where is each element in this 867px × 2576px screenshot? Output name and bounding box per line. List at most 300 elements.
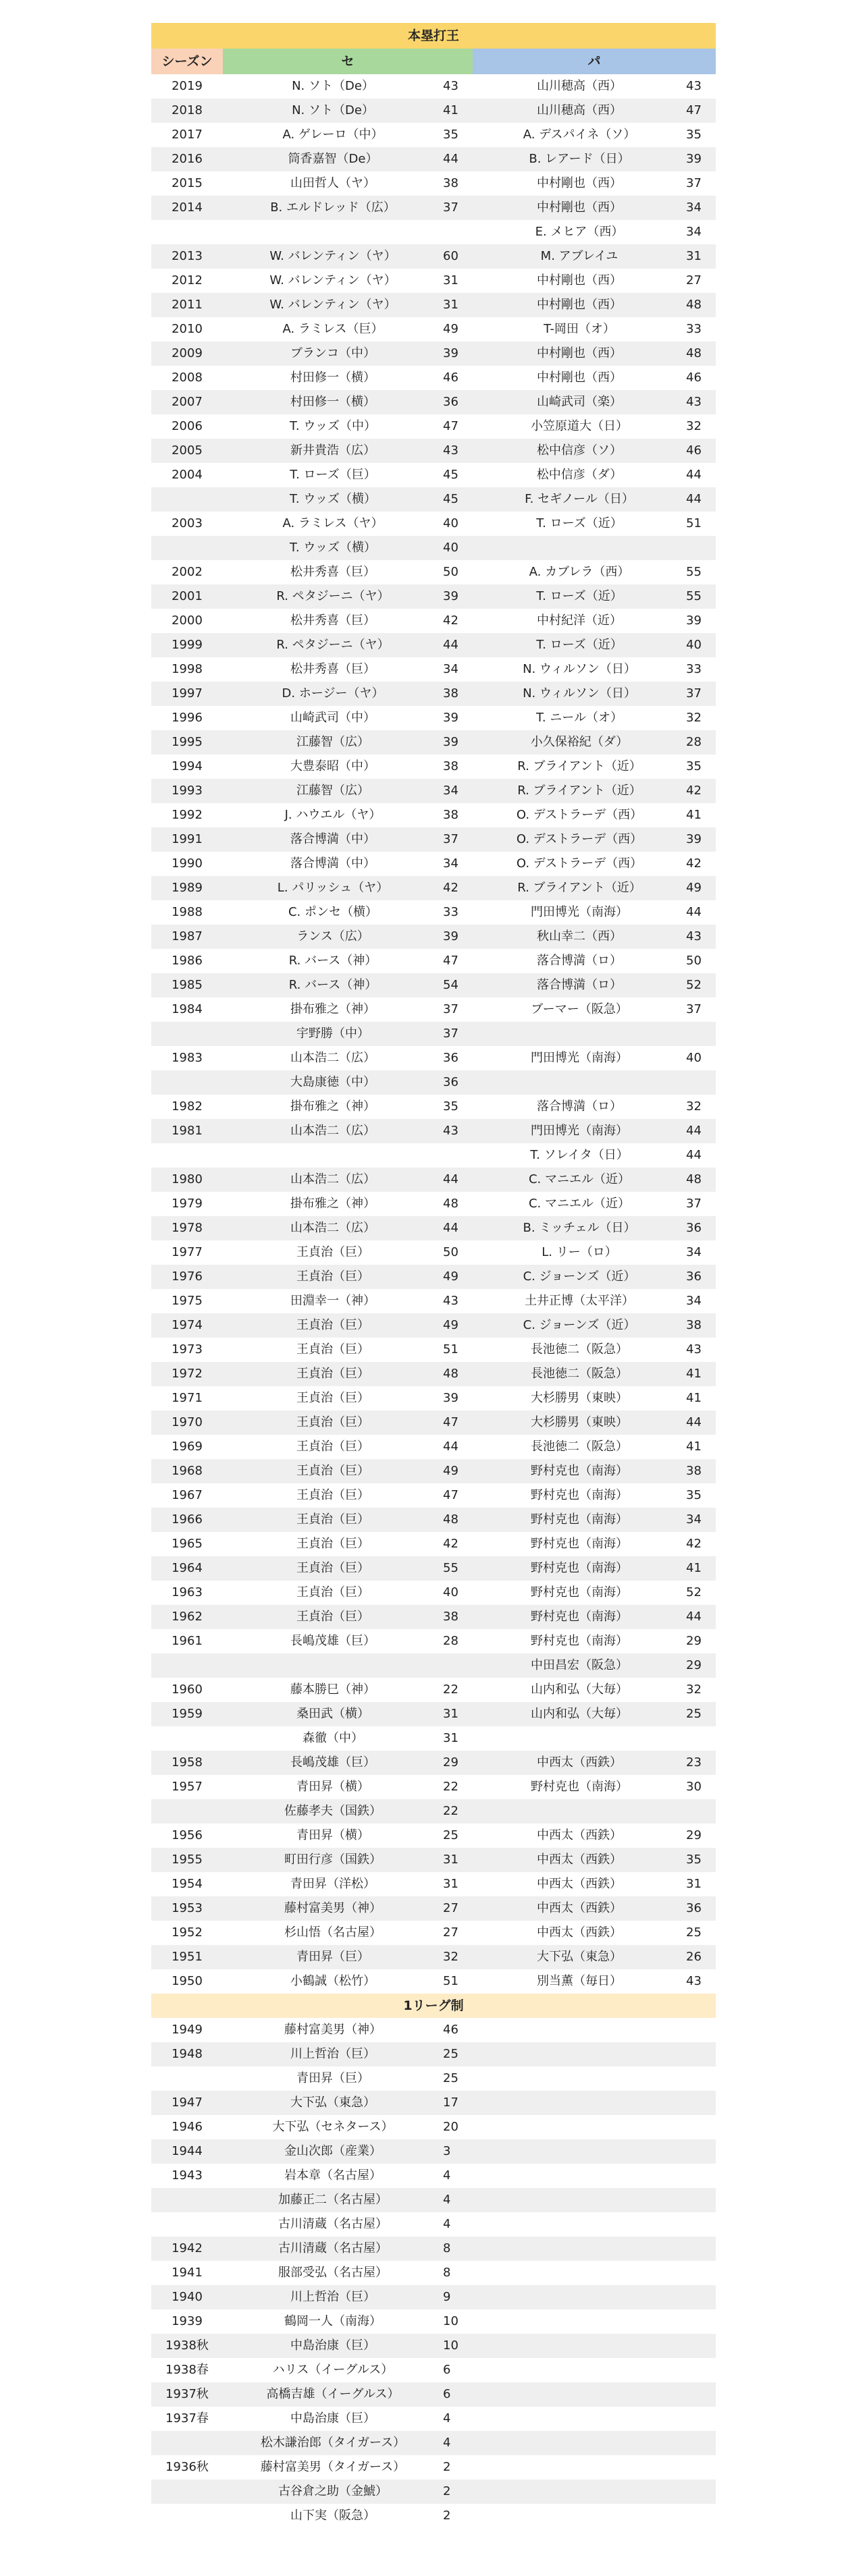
- pacific-hr-cell: 40: [686, 1051, 702, 1065]
- hr-cell: 10: [443, 2314, 458, 2328]
- season-cell: 1944: [172, 2144, 203, 2158]
- central-hr-cell: 39: [443, 735, 458, 749]
- central-player-cell: 山崎武司（中）: [290, 711, 375, 725]
- central-player-cell: 王貞治（巨）: [296, 1585, 369, 1599]
- central-hr-cell: 37: [443, 200, 458, 215]
- central-player-cell: 山本浩二（広）: [290, 1221, 375, 1235]
- season-cell: 2015: [172, 176, 203, 190]
- central-hr-cell: 39: [443, 589, 458, 603]
- central-hr-cell: 28: [443, 1634, 458, 1648]
- central-league-header: セ: [223, 49, 473, 74]
- table-row: [151, 2261, 716, 2285]
- hr-cell: 8: [443, 2241, 451, 2255]
- pacific-player-cell: 山内和弘（大毎）: [531, 1682, 628, 1697]
- central-player-cell: 小鶴誠（松竹）: [290, 1974, 375, 1988]
- pacific-hr-cell: 46: [686, 371, 702, 385]
- table-row: [151, 2091, 716, 2115]
- central-hr-cell: 33: [443, 905, 458, 919]
- pacific-hr-cell: 31: [686, 249, 702, 263]
- season-cell: [151, 1022, 223, 1046]
- central-hr-cell: 38: [443, 759, 458, 773]
- pacific-hr-cell: 37: [686, 1002, 702, 1016]
- table-row: [151, 196, 716, 220]
- central-player-cell: A. ゲレーロ（中）: [282, 128, 384, 142]
- hr-cell: 46: [443, 2023, 458, 2037]
- pacific-player-cell: 松中信彦（ダ）: [536, 468, 623, 482]
- season-cell: 1980: [172, 1172, 203, 1186]
- pacific-player-cell: 大杉勝男（東映）: [531, 1391, 628, 1405]
- table-row: [151, 973, 716, 997]
- player-cell: 加藤正二（名古屋）: [278, 2193, 388, 2207]
- central-hr-cell: 31: [443, 298, 458, 312]
- central-hr-cell: 35: [443, 1099, 458, 1114]
- central-player-cell: R. バース（神）: [288, 978, 377, 992]
- table-row: [151, 1313, 716, 1338]
- table-row: [151, 2042, 716, 2066]
- pacific-player-cell: O. デストラーデ（西）: [516, 856, 643, 871]
- pacific-player-cell: [473, 1799, 686, 1824]
- table-row: [151, 730, 716, 755]
- season-cell: 1987: [172, 929, 203, 943]
- central-player-cell: 山本浩二（広）: [290, 1051, 375, 1065]
- table-row: [151, 609, 716, 633]
- one-league-rows: [151, 2018, 716, 2528]
- hr-cell: 4: [443, 2411, 451, 2426]
- table-row: [151, 220, 716, 244]
- pacific-hr-cell: 26: [686, 1950, 702, 1964]
- table-row: [151, 1629, 716, 1653]
- season-cell: 1937秋: [165, 2387, 209, 2401]
- player-cell: 川上哲治（巨）: [290, 2290, 375, 2304]
- season-cell: 1951: [172, 1950, 203, 1964]
- player-cell: 中島治康（巨）: [290, 2411, 375, 2426]
- central-hr-cell: 36: [443, 395, 458, 409]
- pacific-player-cell: 落合博満（ロ）: [537, 1099, 622, 1114]
- central-hr-cell: 38: [443, 176, 458, 190]
- central-player-cell: 杉山悟（名古屋）: [284, 1925, 382, 1940]
- pacific-player-cell: A. デスパイネ（ソ）: [523, 128, 636, 142]
- pacific-hr-cell: 32: [686, 1682, 702, 1697]
- table-row: [151, 2504, 716, 2528]
- season-cell: 1985: [172, 978, 203, 992]
- pacific-player-cell: 中村紀洋（近）: [537, 613, 622, 628]
- season-header: シーズン: [151, 49, 223, 74]
- pacific-player-cell: 中西太（西鉄）: [537, 1755, 622, 1770]
- hr-cell: 4: [443, 2436, 451, 2450]
- central-hr-cell: 27: [443, 1925, 458, 1940]
- table-row: [151, 2358, 716, 2382]
- season-cell: 2003: [172, 516, 203, 530]
- central-hr-cell: 41: [443, 103, 458, 117]
- pacific-hr-cell: 34: [686, 1294, 702, 1308]
- table-row: [151, 1070, 716, 1095]
- central-player-cell: W. バレンティン（ヤ）: [269, 249, 396, 263]
- table-row: [151, 147, 716, 171]
- pacific-player-cell: R. ブライアント（近）: [517, 784, 641, 798]
- central-player-cell: 山田哲人（ヤ）: [290, 176, 375, 190]
- player-cell: 松木謙治郎（タイガース）: [260, 2436, 406, 2450]
- two-league-rows: [151, 74, 716, 1994]
- season-cell: 1982: [172, 1099, 203, 1114]
- central-hr-cell: 48: [443, 1512, 458, 1527]
- season-cell: 1970: [172, 1415, 203, 1429]
- season-cell: 1938秋: [165, 2338, 209, 2353]
- player-cell: 鶴岡一人（南海）: [284, 2314, 382, 2328]
- pacific-hr-cell: 39: [686, 613, 702, 628]
- table-row: [151, 1678, 716, 1702]
- table-row: [151, 1653, 716, 1678]
- player-cell: 古谷倉之助（金鯱）: [278, 2484, 388, 2498]
- table-row: [151, 1945, 716, 1969]
- table-row: [151, 123, 716, 147]
- pacific-league-header: パ: [473, 49, 716, 74]
- pacific-player-cell: 長池徳二（阪急）: [531, 1367, 628, 1381]
- central-player-cell: R. バース（神）: [288, 954, 377, 968]
- table-row: [151, 997, 716, 1022]
- central-hr-cell: 48: [443, 1367, 458, 1381]
- table-row: [151, 560, 716, 584]
- season-cell: 1956: [172, 1828, 203, 1842]
- pacific-player-cell: A. カブレラ（西）: [529, 565, 630, 579]
- season-cell: [151, 536, 223, 560]
- hr-cell: 4: [443, 2193, 451, 2207]
- central-hr-cell: 31: [443, 1731, 458, 1745]
- central-player-cell: 町田行彦（国鉄）: [284, 1853, 382, 1867]
- central-player-cell: 宇野勝（中）: [296, 1026, 369, 1041]
- central-hr-cell: 37: [443, 1002, 458, 1016]
- pacific-player-cell: 門田博光（南海）: [531, 1124, 628, 1138]
- pacific-hr-cell: 41: [686, 808, 702, 822]
- central-hr-cell: 39: [443, 929, 458, 943]
- table-row: [151, 1435, 716, 1459]
- player-cell: 中島治康（巨）: [290, 2338, 375, 2353]
- central-hr-cell: 47: [443, 954, 458, 968]
- table-row: [151, 1143, 716, 1168]
- central-player-cell: 青田昇（巨）: [296, 1950, 369, 1964]
- pacific-hr-cell: 29: [686, 1634, 702, 1648]
- central-hr-cell: 42: [443, 613, 458, 628]
- central-hr-cell: 45: [443, 492, 458, 506]
- season-cell: 1996: [172, 711, 203, 725]
- pacific-player-cell: 別当薫（毎日）: [537, 1974, 622, 1988]
- table-row: [151, 1240, 716, 1265]
- pacific-hr-cell: 32: [686, 419, 702, 433]
- pacific-player-cell: 大下弘（東急）: [537, 1950, 622, 1964]
- player-cell: 大下弘（東急）: [290, 2095, 375, 2110]
- central-hr-cell: 54: [443, 978, 458, 992]
- pacific-hr-cell: 48: [686, 346, 702, 360]
- player-cell: 岩本章（名古屋）: [284, 2168, 382, 2183]
- pacific-hr-cell: [686, 1022, 716, 1046]
- central-hr-cell: 39: [443, 711, 458, 725]
- pacific-player-cell: 中村剛也（西）: [537, 298, 622, 312]
- central-player-cell: 王貞治（巨）: [296, 1245, 369, 1259]
- pacific-hr-cell: 44: [686, 905, 702, 919]
- hr-cell: 20: [443, 2120, 458, 2134]
- season-cell: 1991: [172, 832, 203, 846]
- season-cell: 1993: [172, 784, 203, 798]
- central-hr-cell: 36: [443, 1075, 458, 1089]
- central-hr-cell: 46: [443, 371, 458, 385]
- season-cell: 1975: [172, 1294, 203, 1308]
- table-row: [151, 2479, 716, 2504]
- season-cell: [151, 1726, 223, 1751]
- season-cell: 1953: [172, 1901, 203, 1915]
- player-cell: 藤村富美男（神）: [284, 2023, 382, 2037]
- pacific-hr-cell: 50: [686, 954, 702, 968]
- table-row: [151, 99, 716, 123]
- central-hr-cell: 43: [443, 1294, 458, 1308]
- central-hr-cell: 22: [443, 1780, 458, 1794]
- central-player-cell: [223, 1143, 443, 1168]
- pacific-hr-cell: 41: [686, 1391, 702, 1405]
- pacific-hr-cell: [686, 1799, 716, 1824]
- season-cell: [151, 1143, 223, 1168]
- pacific-hr-cell: 28: [686, 735, 702, 749]
- central-player-cell: 青田昇（横）: [296, 1780, 369, 1794]
- central-player-cell: 王貞治（巨）: [296, 1537, 369, 1551]
- player-cell: 大下弘（セネタース）: [272, 2120, 394, 2134]
- central-hr-cell: 32: [443, 1950, 458, 1964]
- central-player-cell: 掛布雅之（神）: [290, 1002, 375, 1016]
- central-player-cell: 大島康徳（中）: [290, 1075, 375, 1089]
- central-hr-cell: 31: [443, 273, 458, 287]
- hr-cell: 9: [443, 2290, 451, 2304]
- table-row: [151, 1896, 716, 1921]
- pacific-hr-cell: 32: [686, 1099, 702, 1114]
- season-cell: [151, 1799, 223, 1824]
- season-cell: 1957: [172, 1780, 203, 1794]
- season-cell: 2009: [172, 346, 203, 360]
- central-player-cell: W. バレンティン（ヤ）: [269, 273, 396, 287]
- season-cell: 1972: [172, 1367, 203, 1381]
- season-cell: 2016: [172, 152, 203, 166]
- season-cell: [151, 2431, 223, 2455]
- pacific-hr-cell: 39: [686, 832, 702, 846]
- hr-cell: 4: [443, 2217, 451, 2231]
- season-cell: 2011: [172, 298, 203, 312]
- pacific-hr-cell: 42: [686, 784, 702, 798]
- pacific-hr-cell: 35: [686, 1488, 702, 1502]
- season-cell: 1997: [172, 686, 203, 701]
- pacific-player-cell: 落合博満（ロ）: [537, 978, 622, 992]
- table-row: [151, 1556, 716, 1581]
- table-row: [151, 2431, 716, 2455]
- hr-cell: 8: [443, 2266, 451, 2280]
- table-row: [151, 366, 716, 390]
- table-row: [151, 1921, 716, 1945]
- pacific-player-cell: [473, 1070, 686, 1095]
- central-player-cell: 新井貴浩（広）: [290, 443, 375, 458]
- central-player-cell: 藤本勝巳（神）: [290, 1682, 375, 1697]
- season-cell: 1940: [172, 2290, 203, 2304]
- pacific-hr-cell: 51: [686, 516, 702, 530]
- table-row: [151, 2018, 716, 2042]
- table-row: [151, 1775, 716, 1799]
- season-cell: [151, 2212, 223, 2237]
- pacific-hr-cell: 42: [686, 1537, 702, 1551]
- hr-cell: 2: [443, 2460, 451, 2474]
- pacific-player-cell: [473, 536, 686, 560]
- pacific-player-cell: 中西太（西鉄）: [537, 1925, 622, 1940]
- table-row: [151, 74, 716, 99]
- table-row: [151, 244, 716, 269]
- pacific-hr-cell: 25: [686, 1707, 702, 1721]
- pacific-hr-cell: 35: [686, 759, 702, 773]
- central-hr-cell: 44: [443, 638, 458, 652]
- season-cell: 1960: [172, 1682, 203, 1697]
- central-hr-cell: 60: [443, 249, 458, 263]
- pacific-player-cell: 中田昌宏（阪急）: [531, 1658, 628, 1672]
- central-player-cell: 大豊泰昭（中）: [290, 759, 375, 773]
- pacific-hr-cell: 48: [686, 298, 702, 312]
- central-player-cell: 王貞治（巨）: [296, 1488, 369, 1502]
- central-hr-cell: 29: [443, 1755, 458, 1770]
- central-player-cell: J. ハウエル（ヤ）: [284, 808, 382, 822]
- pacific-player-cell: 山川穂高（西）: [537, 103, 622, 117]
- season-cell: 1977: [172, 1245, 203, 1259]
- table-row: [151, 487, 716, 512]
- table-row: [151, 317, 716, 341]
- hr-cell: 17: [443, 2095, 458, 2110]
- table-row: [151, 2139, 716, 2164]
- season-cell: 1961: [172, 1634, 203, 1648]
- pacific-hr-cell: 38: [686, 1464, 702, 1478]
- pacific-player-cell: C. マニエル（近）: [528, 1172, 630, 1186]
- hr-cell: 4: [443, 2168, 451, 2183]
- table-row: [151, 633, 716, 657]
- pacific-player-cell: 山川穂高（西）: [537, 79, 622, 93]
- central-player-cell: 村田修一（横）: [290, 371, 375, 385]
- central-player-cell: T. ウッズ（横）: [290, 492, 376, 506]
- central-player-cell: 王貞治（巨）: [296, 1610, 369, 1624]
- central-player-cell: R. ペタジーニ（ヤ）: [276, 589, 390, 603]
- table-row: [151, 269, 716, 293]
- central-hr-cell: 49: [443, 1318, 458, 1332]
- pacific-hr-cell: 43: [686, 395, 702, 409]
- table-row: [151, 1338, 716, 1362]
- season-cell: 2010: [172, 322, 203, 336]
- central-player-cell: 王貞治（巨）: [296, 1440, 369, 1454]
- central-player-cell: 佐藤孝夫（国鉄）: [284, 1804, 382, 1818]
- central-hr-cell: 49: [443, 1269, 458, 1284]
- central-player-cell: L. パリッシュ（ヤ）: [277, 881, 389, 895]
- season-cell: 1988: [172, 905, 203, 919]
- home-run-leaders-table: [151, 23, 716, 2528]
- pacific-hr-cell: 33: [686, 322, 702, 336]
- central-player-cell: 王貞治（巨）: [296, 1512, 369, 1527]
- season-cell: 1986: [172, 954, 203, 968]
- pacific-hr-cell: 36: [686, 1269, 702, 1284]
- table-row: [151, 341, 716, 366]
- pacific-player-cell: F. セギノール（日）: [525, 492, 634, 506]
- season-cell: 1958: [172, 1755, 203, 1770]
- central-player-cell: B. エルドレッド（広）: [270, 200, 396, 215]
- central-hr-cell: 43: [443, 1124, 458, 1138]
- pacific-player-cell: 小久保裕紀（ダ）: [530, 735, 629, 749]
- central-player-cell: 山本浩二（広）: [290, 1124, 375, 1138]
- central-player-cell: 田淵幸一（神）: [290, 1294, 375, 1308]
- central-player-cell: 落合博満（中）: [290, 832, 375, 846]
- season-cell: 1978: [172, 1221, 203, 1235]
- pacific-player-cell: T. ローズ（近）: [536, 589, 623, 603]
- central-player-cell: W. バレンティン（ヤ）: [269, 298, 396, 312]
- table-row: [151, 682, 716, 706]
- central-player-cell: 桑田武（横）: [296, 1707, 369, 1721]
- table-row: [151, 1532, 716, 1556]
- season-cell: [151, 2066, 223, 2091]
- central-hr-cell: 44: [443, 1440, 458, 1454]
- season-cell: 1962: [172, 1610, 203, 1624]
- pacific-hr-cell: 52: [686, 1585, 702, 1599]
- season-cell: 1994: [172, 759, 203, 773]
- pacific-player-cell: 土井正博（太平洋）: [525, 1294, 634, 1308]
- pacific-player-cell: 中村剛也（西）: [537, 200, 622, 215]
- pacific-hr-cell: 36: [686, 1221, 702, 1235]
- season-cell: 1971: [172, 1391, 203, 1405]
- pacific-hr-cell: [686, 1726, 716, 1751]
- central-player-cell: 森徹（中）: [303, 1731, 363, 1745]
- pacific-player-cell: T. ローズ（近）: [536, 638, 623, 652]
- pacific-player-cell: C. ジョーンズ（近）: [523, 1318, 636, 1332]
- pacific-hr-cell: 40: [686, 638, 702, 652]
- table-row: [151, 1483, 716, 1508]
- central-hr-cell: [443, 1653, 473, 1678]
- season-cell: 2005: [172, 443, 203, 458]
- pacific-player-cell: 秋山幸二（西）: [537, 929, 622, 943]
- central-player-cell: 長嶋茂雄（巨）: [290, 1755, 375, 1770]
- season-cell: 2008: [172, 371, 203, 385]
- table-row: [151, 1095, 716, 1119]
- one-league-section-title: 1リーグ制: [151, 1994, 716, 2018]
- pacific-player-cell: N. ウィルソン（日）: [523, 686, 636, 701]
- table-row: [151, 657, 716, 682]
- player-cell: 川上哲治（巨）: [290, 2047, 375, 2061]
- central-hr-cell: 43: [443, 79, 458, 93]
- season-cell: 1989: [172, 881, 203, 895]
- table-row: [151, 1362, 716, 1386]
- table-row: [151, 706, 716, 730]
- table-row: [151, 1022, 716, 1046]
- table-row: [151, 1581, 716, 1605]
- pacific-hr-cell: [686, 536, 716, 560]
- pacific-hr-cell: 43: [686, 1342, 702, 1356]
- central-player-cell: 王貞治（巨）: [296, 1318, 369, 1332]
- pacific-player-cell: 野村克也（南海）: [531, 1464, 628, 1478]
- table-row: [151, 2237, 716, 2261]
- pacific-hr-cell: 37: [686, 176, 702, 190]
- table-row: [151, 755, 716, 779]
- central-hr-cell: 47: [443, 1488, 458, 1502]
- hr-cell: 2: [443, 2509, 451, 2523]
- pacific-player-cell: [473, 1022, 686, 1046]
- central-hr-cell: 34: [443, 784, 458, 798]
- central-hr-cell: 44: [443, 1172, 458, 1186]
- pacific-hr-cell: 27: [686, 273, 702, 287]
- pacific-hr-cell: 43: [686, 929, 702, 943]
- season-cell: 2018: [172, 103, 203, 117]
- pacific-hr-cell: 43: [686, 79, 702, 93]
- table-row: [151, 1459, 716, 1483]
- season-cell: 2019: [172, 79, 203, 93]
- pacific-hr-cell: 48: [686, 1172, 702, 1186]
- central-hr-cell: 38: [443, 1610, 458, 1624]
- hr-cell: 6: [443, 2387, 451, 2401]
- season-cell: 1959: [172, 1707, 203, 1721]
- pacific-player-cell: 中村剛也（西）: [537, 346, 622, 360]
- central-hr-cell: 51: [443, 1342, 458, 1356]
- hr-cell: 25: [443, 2071, 458, 2085]
